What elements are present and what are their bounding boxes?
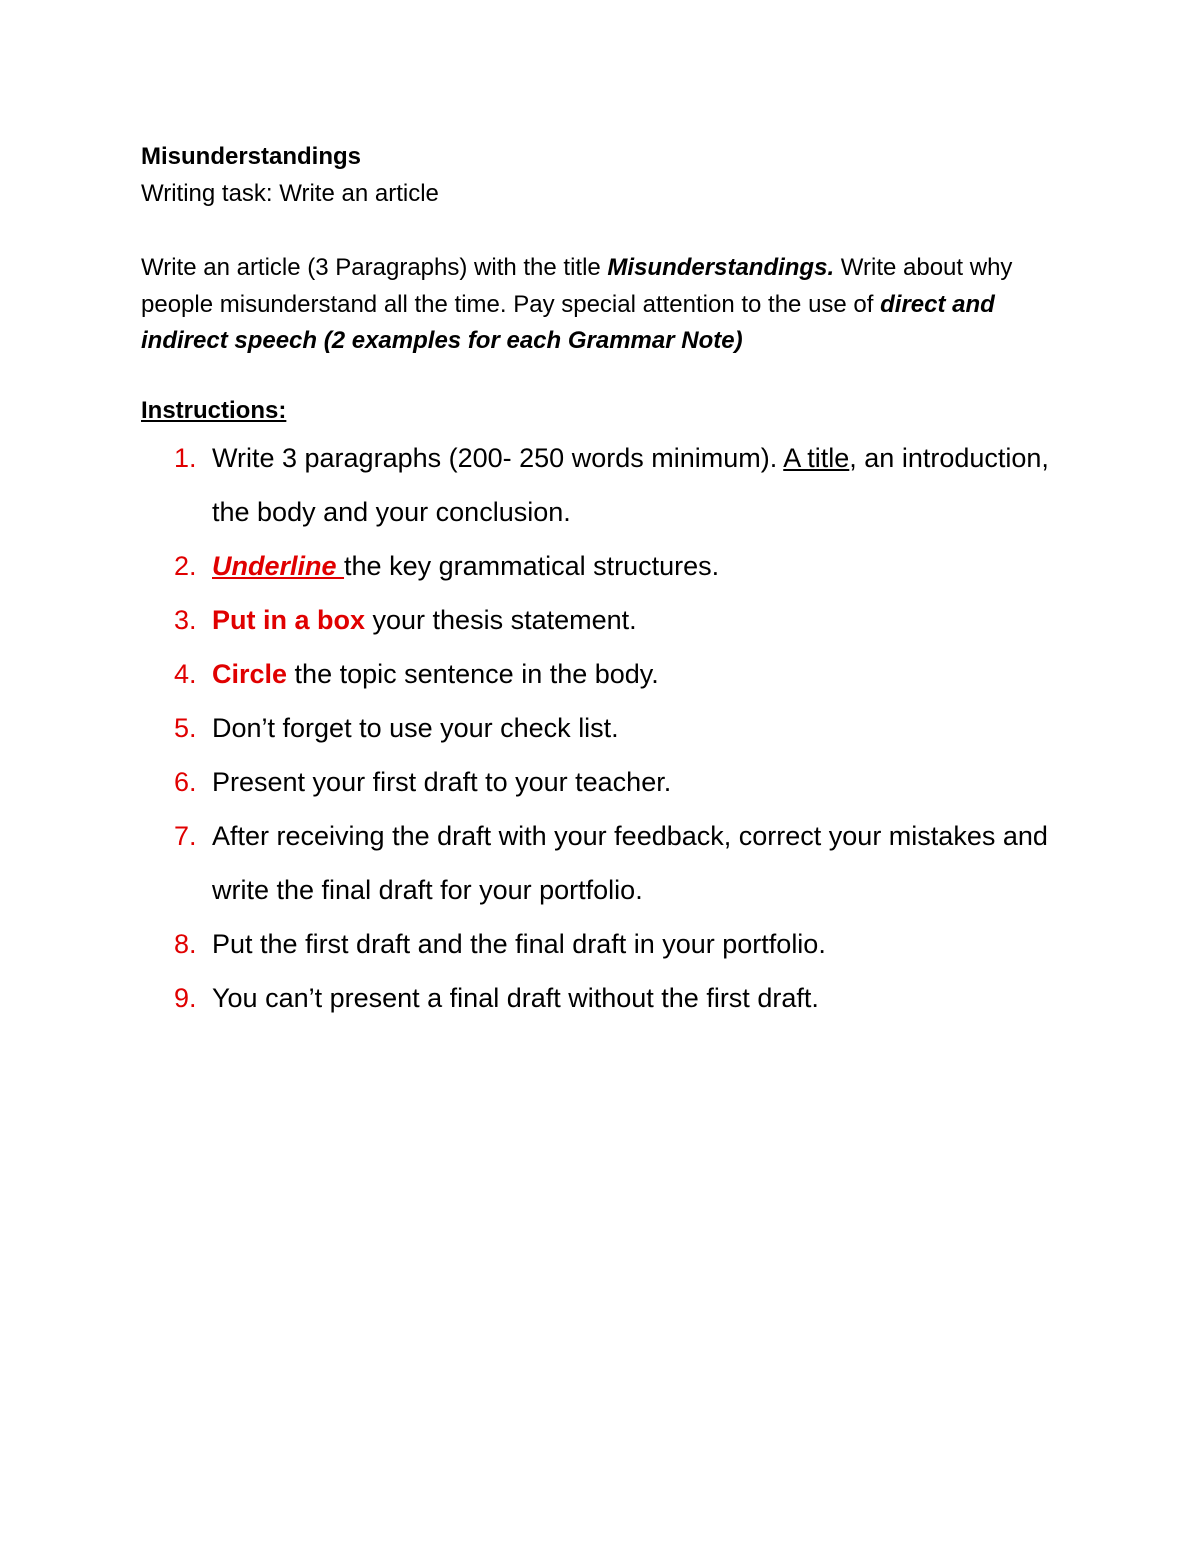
instruction-item [174, 755, 1074, 809]
instruction-text: Put the first draft and the final draft in your portfolio. [212, 929, 826, 959]
instruction-item [174, 431, 1074, 539]
instruction-item [174, 917, 1074, 971]
instruction-item [174, 539, 1074, 593]
instruction-highlight: Put in a box [212, 605, 366, 635]
intro-text-1: Write an article (3 Paragraphs) with the title [141, 254, 608, 281]
intro-paragraph [141, 250, 1071, 360]
instruction-number: 1. [174, 443, 197, 473]
intro-emphasis: direct and indirect speech (2 examples for each Grammar Note) [141, 290, 995, 354]
instructions-heading: Instructions: [141, 397, 287, 424]
instruction-item [174, 593, 1074, 647]
instruction-text [212, 431, 1074, 539]
instruction-number: 6. [174, 767, 197, 797]
instruction-underlined-text: A title [783, 443, 850, 473]
instruction-text: After receiving the draft with your feedback, correct your mistakes and write the final draft for your portfolio. [212, 821, 1048, 905]
instruction-text: Don’t forget to use your check list. [212, 713, 619, 743]
instruction-number: 3. [174, 605, 197, 635]
instruction-number: 7. [174, 821, 197, 851]
instruction-text-post: your thesis statement. [365, 605, 637, 635]
instruction-text-post: , an introduction, the body and your conclusion. [212, 443, 1049, 527]
instruction-text [212, 539, 1074, 593]
instruction-text-post: the key grammatical structures. [344, 551, 720, 581]
instruction-item [174, 809, 1074, 917]
instruction-number: 9. [174, 983, 197, 1013]
instruction-item [174, 647, 1074, 701]
instructions-list [174, 431, 1074, 1025]
instruction-text-post: the topic sentence in the body. [287, 659, 659, 689]
instruction-text: Present your first draft to your teacher. [212, 767, 672, 797]
instruction-item [174, 701, 1074, 755]
instruction-highlight: Circle [212, 659, 288, 689]
document-title: Misunderstandings [141, 143, 362, 170]
instruction-number: 5. [174, 713, 197, 743]
instruction-number: 8. [174, 929, 197, 959]
instruction-highlight: Underline [212, 551, 345, 581]
instruction-item [174, 971, 1074, 1025]
document-subtitle: Writing task: Write an article [141, 180, 439, 207]
instruction-number: 2. [174, 551, 197, 581]
instruction-text: You can’t present a final draft without the first draft. [212, 983, 819, 1013]
instruction-text [212, 647, 1074, 701]
instruction-text-pre: Write 3 paragraphs (200- 250 words minimum). [212, 443, 784, 473]
instruction-number: 4. [174, 659, 197, 689]
intro-text-2: Write about why people misunderstand all the time. Pay special attention to the use of [141, 254, 1013, 318]
intro-title-reference: Misunderstandings. [607, 254, 835, 281]
instruction-text [212, 593, 1074, 647]
